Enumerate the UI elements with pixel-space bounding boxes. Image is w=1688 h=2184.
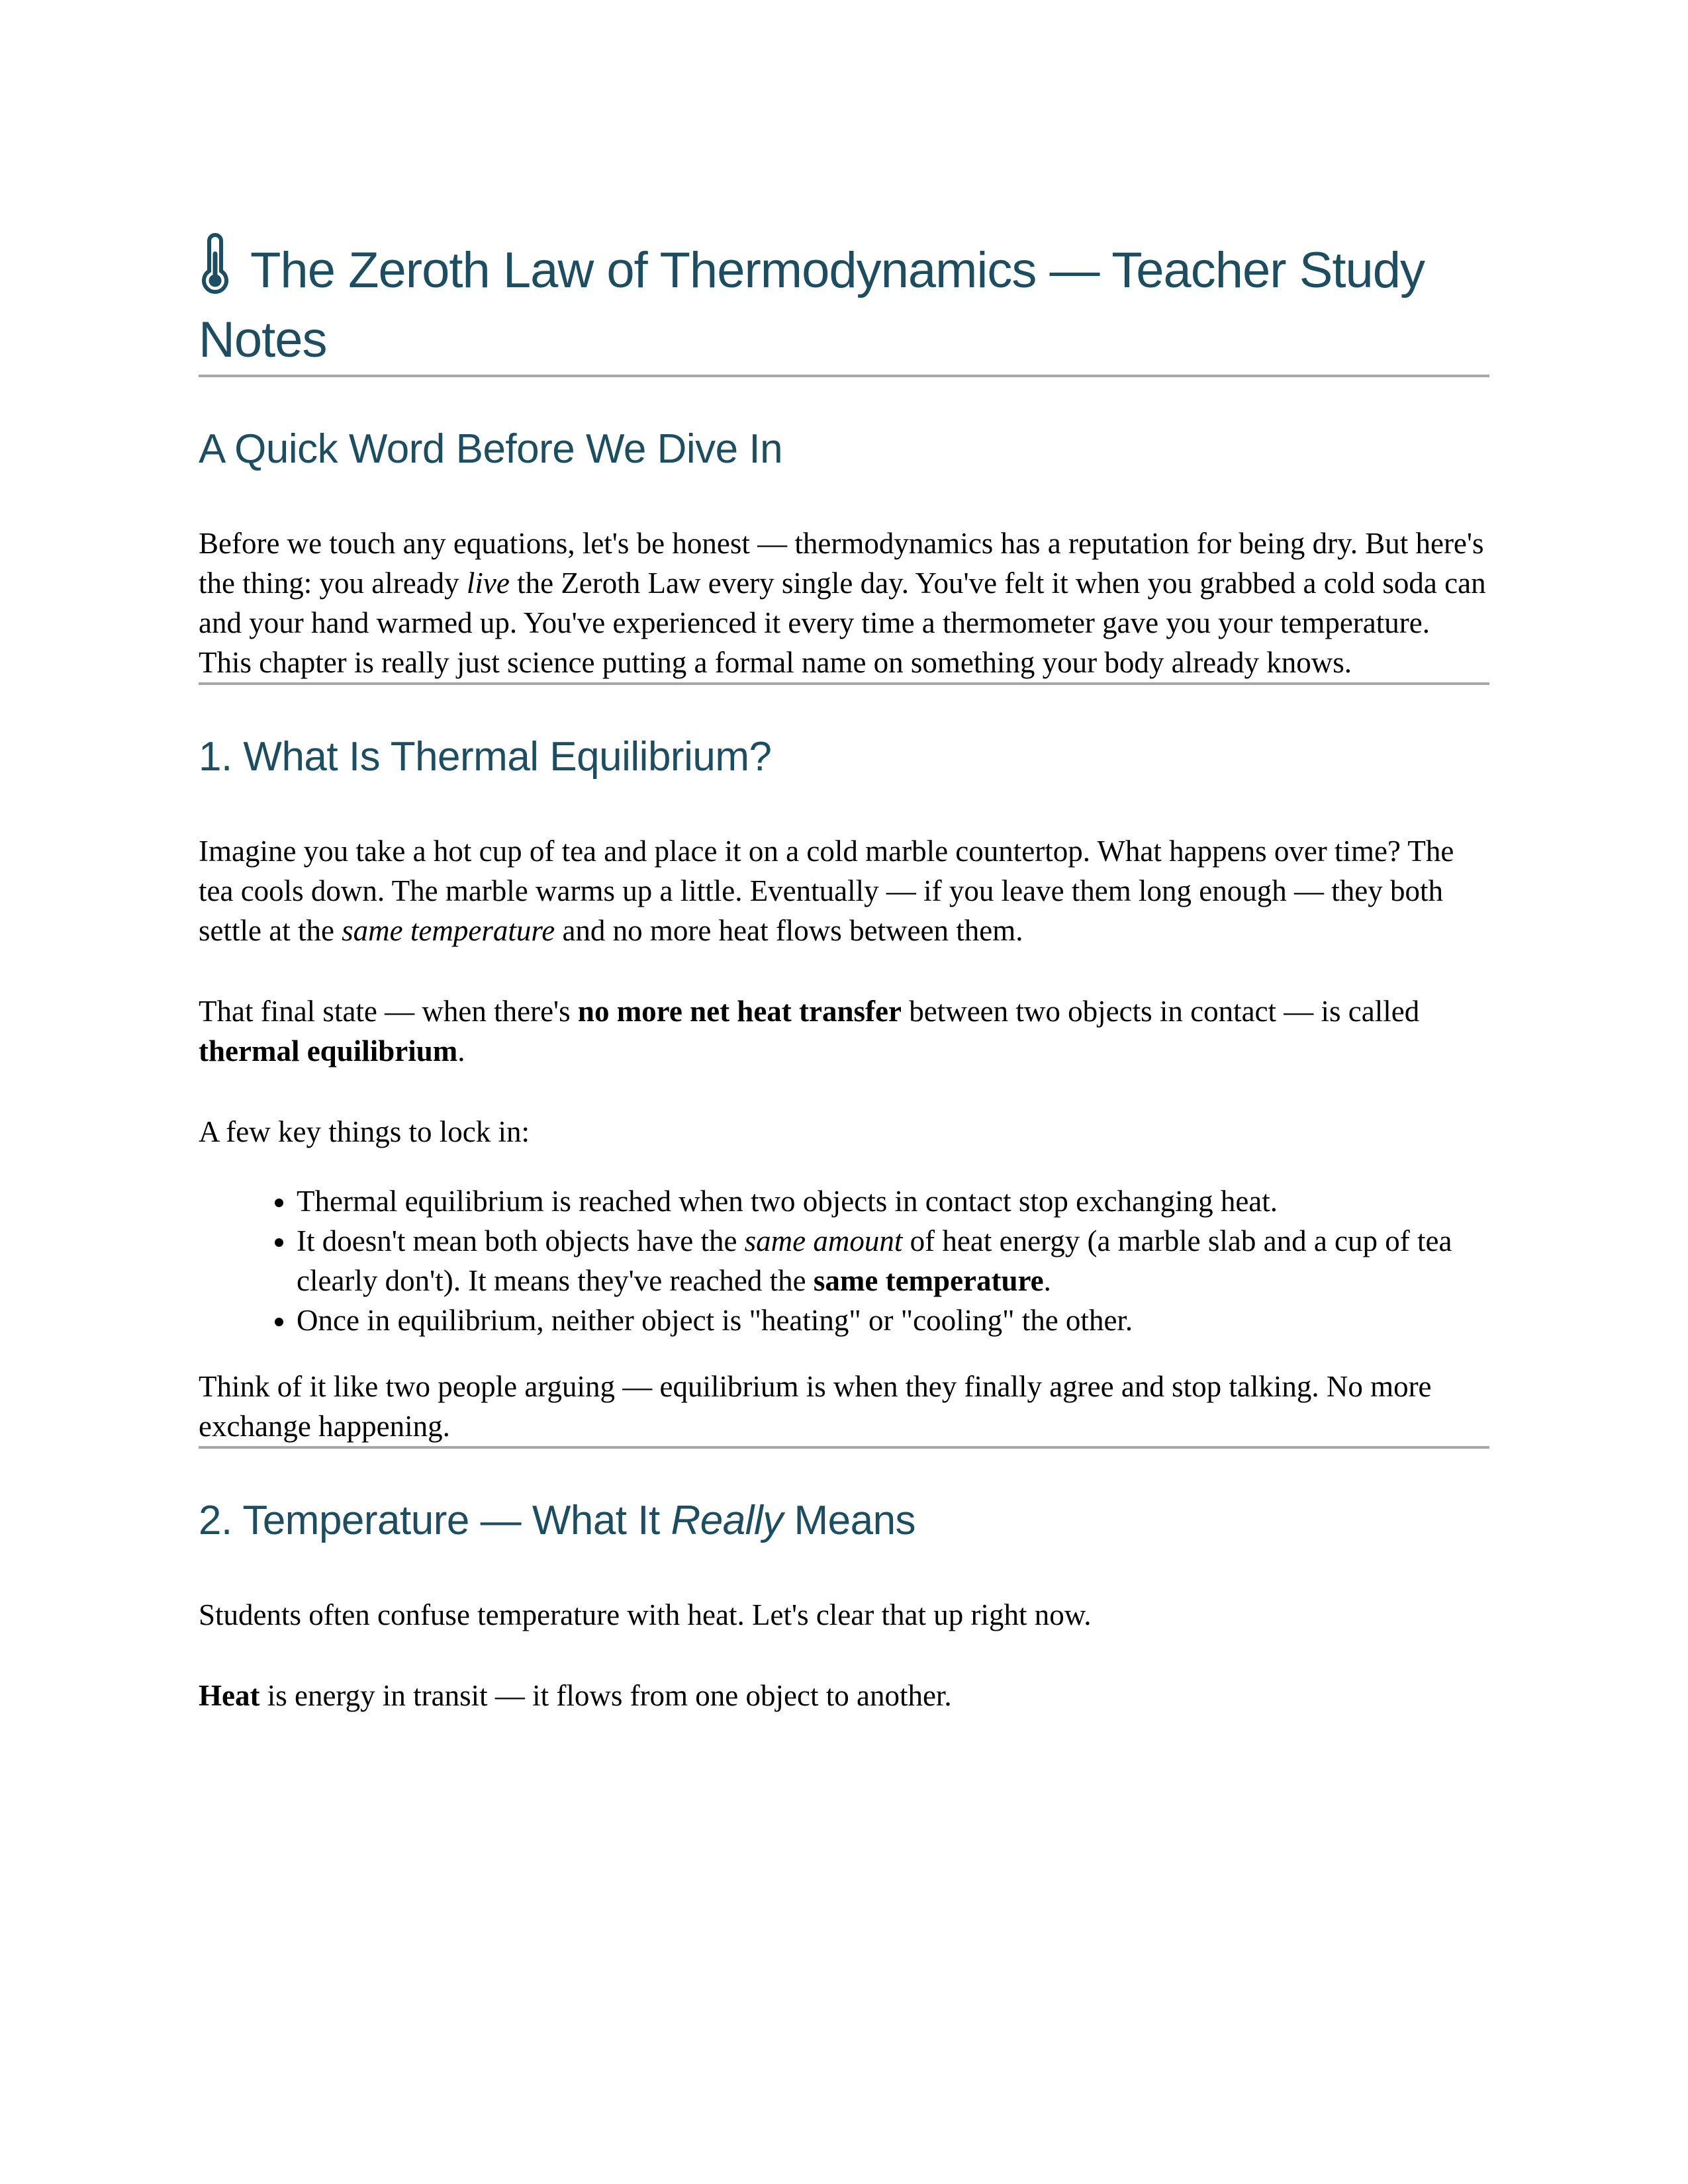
section-divider [199, 375, 1489, 377]
section-heading-thermal-equilibrium: 1. What Is Thermal Equilibrium? [199, 734, 772, 780]
document-title [199, 233, 1489, 375]
thermometer-icon [199, 233, 232, 305]
intro-paragraph: Before we touch any equations, let's be honest — thermodynamics has a reputation for being dry. But here's the thing: you already live the Zeroth Law every single day. You've felt it when you grabbed a cold soda can and your hand warmed up. You've experienced it every time a thermometer gave you your temperature. This chapter is really just science putting a formal name on something your body already knows. [199, 527, 1486, 679]
list-item: • Once in equilibrium, neither object is "heating" or "cooling" the other. [297, 1300, 1489, 1340]
paragraph-heat-definition: Heat is energy in transit — it flows from one object to another. [199, 1679, 952, 1712]
list-item: • It doesn't mean both objects have the same amount of heat energy (a marble slab and a cup of tea clearly don't). It means they've reached the same temperature. [297, 1221, 1489, 1300]
section-heading-intro: A Quick Word Before We Dive In [199, 426, 783, 472]
section-heading-temperature: 2. Temperature — What It Really Means [199, 1498, 916, 1543]
paragraph-arguing-analogy: Think of it like two people arguing — equilibrium is when they finally agree and stop talking. No more exchange happening. [199, 1370, 1432, 1443]
paragraph-confusion: Students often confuse temperature with heat. Let's clear that up right now. [199, 1598, 1092, 1631]
document-title-text: The Zeroth Law of Thermodynamics — Teacher Study Notes [199, 242, 1425, 368]
key-points-list [199, 1181, 1489, 1340]
list-item: • Thermal equilibrium is reached when two objects in contact stop exchanging heat. [297, 1181, 1489, 1221]
section-divider [199, 682, 1489, 685]
paragraph-definition: That final state — when there's no more net heat transfer between two objects in contact — is called thermal equilibrium. [199, 995, 1420, 1068]
paragraph-key-things-intro: A few key things to lock in: [199, 1115, 530, 1148]
section-divider [199, 1446, 1489, 1449]
paragraph-tea-example: Imagine you take a hot cup of tea and place it on a cold marble countertop. What happens over time? The tea cools down. The marble warms up a little. Eventually — if you leave them long enough — they both settle at the same temperature and no more heat flows between them. [199, 835, 1454, 947]
